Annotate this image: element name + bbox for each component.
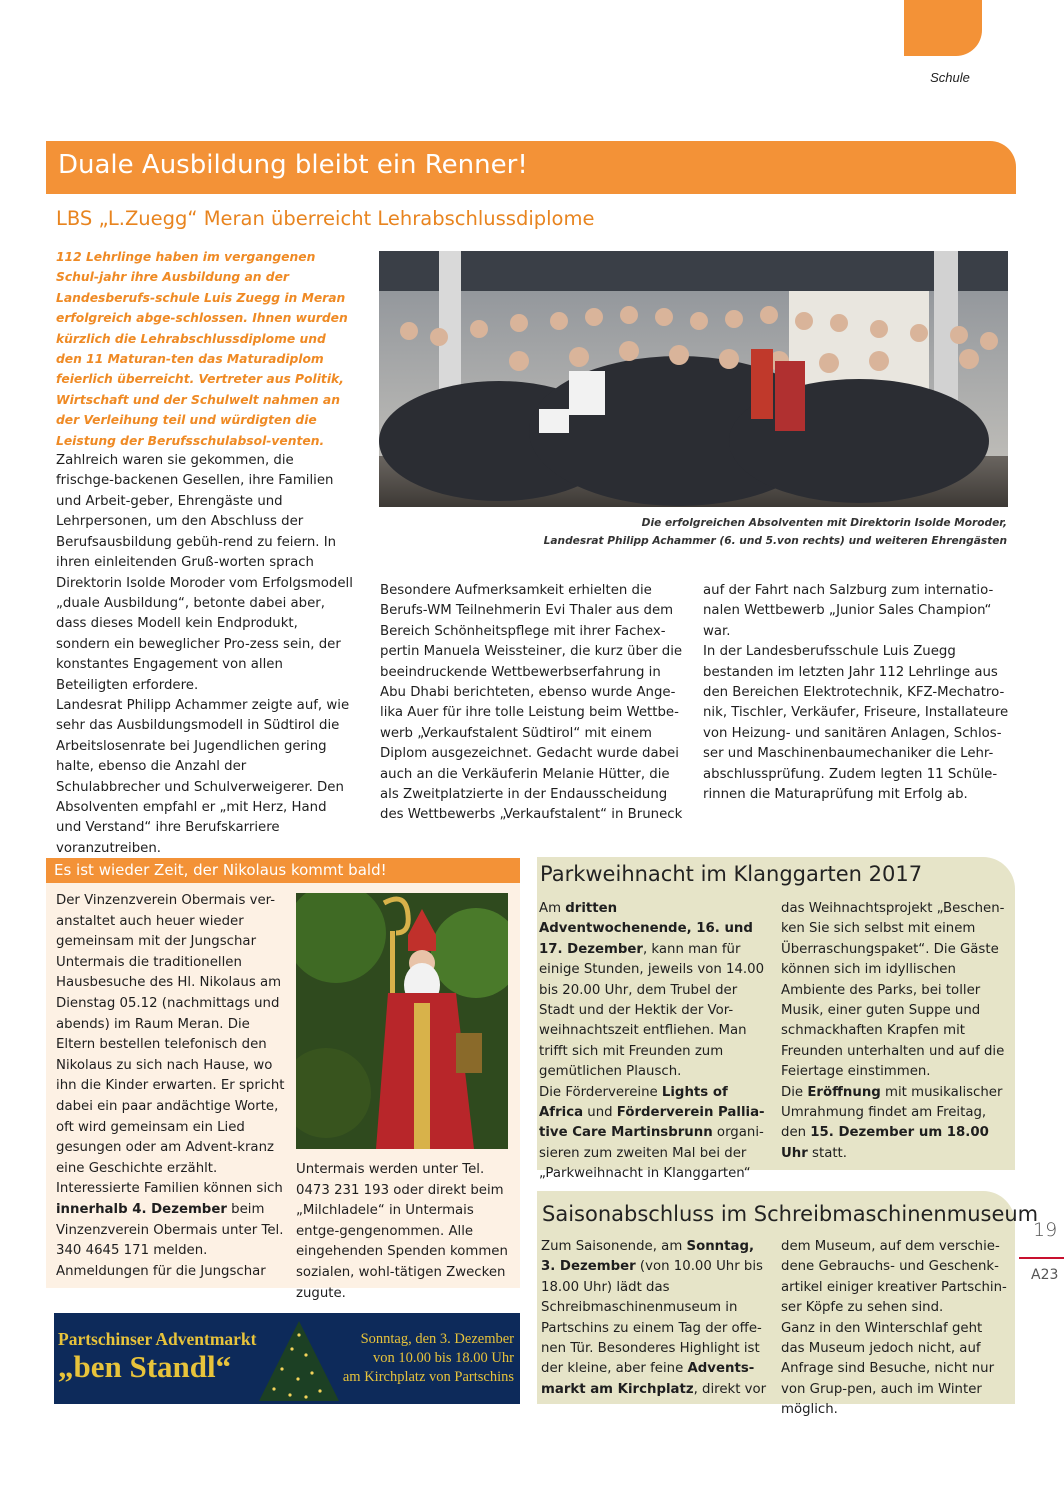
park-box <box>537 857 1015 1182</box>
article-column-2 <box>380 581 686 826</box>
article-lead: 112 Lehrlinge haben im vergangenen Schul-jahr ihre Ausbildung an der Landesberufs-schule Luis Zuegg in Meran erfolgreich abge-schlossen. Ihnen wurden kürzlich die Lehrabschlussdiplome und den 11 Maturan-ten das Maturadiplom feierlich überreicht. Vertreter aus Politik, Wirtschaft und der Schulwelt nahmen an der Verleihung teil und würdigten die Leistung der Berufsschulabsol-venten. <box>56 250 348 448</box>
park-column-1 <box>539 899 767 1185</box>
page-number: 19 <box>1033 1219 1058 1241</box>
museum-text: , direkt vor <box>693 1381 767 1397</box>
group-photo-image <box>379 251 1008 507</box>
museum-text: Zum Saisonende, am <box>541 1239 687 1254</box>
park-text: organi-sieren zum zweiten Mal bei der „Parkweihnacht in Klanggarten“ <box>539 1125 764 1182</box>
park-column-2 <box>781 899 1007 1164</box>
park-org-1: Lights of Africa <box>539 1084 728 1121</box>
museum-column-2 <box>781 1237 1007 1421</box>
park-text: statt. <box>807 1145 847 1161</box>
photo-caption <box>487 514 1007 550</box>
page-reference: A23 <box>1031 1267 1059 1283</box>
park-opening: Eröffnung <box>807 1084 881 1100</box>
museum-column-1 <box>541 1237 767 1400</box>
park-text: , kann man für einige Stunden, jeweils von 14.00 bis 20.00 Uhr, dem Trubel der Stadt und der Hektik der Vor-weihnachtszeit entfliehen. Man trifft sich mit Freunden zum gemütlichen Plausch. <box>539 941 765 1080</box>
museum-market: Advents-markt am Kirchplatz <box>541 1361 755 1397</box>
museum-text: dem Museum, auf dem verschie-dene Gebrauchs- und Geschenk-artikel einiger kreativer Partschin-ser Köpfe zu sehen sind. <box>781 1239 1007 1316</box>
ad-title-line-1: Partschinser Adventmarkt <box>58 1329 257 1349</box>
park-org-2: Förderverein Pallia-tive Care Martinsbrunn <box>539 1105 765 1141</box>
ad-date: Sonntag, den 3. Dezember <box>360 1331 514 1347</box>
park-dates: dritten Adventwochenende, 16. und 17. Dezember <box>539 901 753 957</box>
park-text: Am <box>539 901 566 916</box>
article-paragraph: Landesrat Philipp Achammer zeigte auf, wie sehr das Ausbildungsmodell in Südtirol die Arbeitslosenrate bei Jugendlichen gering halte, ebenso die Anzahl der Schulabbrecher und Schulverweigerer. Den Absolventen empfahl er „mit Herz, Hand und Verstand“ ihre Berufskarriere voranzutreiben. <box>56 697 350 856</box>
article-subtitle: LBS „L.Zuegg“ Meran überreicht Lehrabschlussdiplome <box>56 207 595 230</box>
group-photo <box>379 251 1008 507</box>
article-paragraph: Besondere Aufmerksamkeit erhielten die Berufs-WM Teilnehmerin Evi Thaler aus dem Bereich Schönheitspflege mit ihrer Fachex-pertin Manuela Weissteiner, die kurz über die beeindruckende Wettbewerbserfahrung in Abu Dhabi berichteten, ebenso wurde Ange-lika Auer für ihre tolle Leistung beim Wettbe-werb „Verkaufstalent Südtirol“ mit einem Diplom ausgezeichnet. Gedacht wurde dabei auch an die Verkäuferin Melanie Hütter, die als Zweitplatzierte in der Endausscheidung des Wettbewerbs „Verkaufstalent“ in Bruneck <box>380 583 683 823</box>
article-column-3 <box>703 581 1009 805</box>
museum-title: Saisonabschluss im Schreibmaschinenmuseum <box>542 1202 1039 1226</box>
museum-date: Sonntag, 3. Dezember <box>541 1239 755 1275</box>
nikolaus-photo-image <box>296 893 508 1149</box>
ad-title-line-2: „ben Standl“ <box>58 1349 232 1384</box>
museum-text: Ganz in den Winterschlaf geht das Museum jedoch nicht, auf Anfrage sind Besuche, nicht nur von Grup-pen, auch im Winter möglich. <box>781 1320 995 1418</box>
section-label: Schule <box>930 70 970 85</box>
nikolaus-text-part: beim Vinzenzverein Obermais unter Tel. 340 4645 171 melden. Anmeldungen für die Jungschar <box>56 1201 284 1279</box>
park-text: mit musikalischer Umrahmung findet am Freitag, den <box>781 1084 1003 1141</box>
nikolaus-text <box>56 891 288 1282</box>
article-paragraph: In der Landesberufsschule Luis Zuegg bestanden im letzten Jahr 112 Lehrlinge aus den Bereichen Elektrotechnik, KFZ-Mechatro-nik, Tischler, Verkäufer, Friseure, Installateure von Heizung- und sanitären Anlagen, Schlos-ser und Maschinenbaumechaniker die Lehr-abschlussprüfung. Zudem legten 11 Schüle-rinnen die Maturaprüfung mit Erfolg ab. <box>703 644 1009 803</box>
article-paragraph: auf der Fahrt nach Salzburg zum internatio-nalen Wettbewerb „Junior Sales Champion“ war. <box>703 583 994 639</box>
ad-place: am Kirchplatz von Partschins <box>342 1369 514 1385</box>
nikolaus-photo <box>296 893 508 1149</box>
park-title: Parkweihnacht im Klanggarten 2017 <box>540 862 923 886</box>
article-column-1 <box>56 247 354 859</box>
park-text: Die <box>781 1084 808 1100</box>
nikolaus-text-part: Der Vinzenzverein Obermais ver-anstaltet auch heuer wieder gemeinsam mit der Jungschar Untermais die traditionellen Hausbesuche des Hl. Nikolaus am Dienstag 05.12 (nachmittags und abends) im Raum Meran. Die Eltern bestellen telefonisch den Nikolaus zu sich nach Hause, wo ihn die Kinder erwarten. Er spricht dabei ein paar andächtige Worte, oft wird gemeinsam ein Lied gesungen oder am Advent-kranz eine Geschichte erzählt. Interessierte Familien können sich <box>56 893 285 1197</box>
nikolaus-text-2: Untermais werden unter Tel. 0473 231 193 oder direkt beim „Milchladele“ in Untermais entge-gengenommen. Alle eingehenden Spenden kommen sozialen, wohl-tätigen Zwecken zugute. <box>296 1162 508 1301</box>
advent-market-ad <box>54 1313 520 1404</box>
nikolaus-deadline: innerhalb 4. Dezember <box>56 1201 227 1217</box>
photo-caption-line: Landesrat Philipp Achammer (6. und 5.von rechts) und weiteren Ehrengästen <box>543 535 1007 547</box>
photo-caption-line: Die erfolgreichen Absolventen mit Direktorin Isolde Moroder, <box>641 517 1007 529</box>
section-tab <box>904 0 982 56</box>
page-divider <box>1019 1257 1064 1259</box>
museum-text: (von 10.00 Uhr bis 18.00 Uhr) lädt das Schreibmaschinenmuseum in Partschins zu einem Tag der offe-nen Tür. Besonderes Highlight ist der kleine, aber feine <box>541 1259 763 1377</box>
nikolaus-title: Es ist wieder Zeit, der Nikolaus kommt bald! <box>54 861 387 879</box>
park-text: Die Fördervereine <box>539 1084 662 1100</box>
park-text: und <box>583 1105 617 1121</box>
article-title: Duale Ausbildung bleibt ein Renner! <box>58 150 528 180</box>
park-text: das Weihnachtsprojekt „Beschen-ken Sie sich selbst mit einem Überraschungspaket“. Die Gäste können sich im idyllischen Ambiente des Parks, bei toller Musik, einer guten Suppe und schmackhaften Krapfen mit Freunden unterhalten und auf die Feiertage einstimmen. <box>781 901 1005 1080</box>
article-banner <box>46 141 1016 194</box>
article-paragraph: Zahlreich waren sie gekommen, die frischge-backenen Gesellen, ihre Familien und Arbeit-geber, Ehrengäste und Lehrpersonen, um den Abschluss der Berufsausbildung gebüh-rend zu feiern. In ihren einleitenden Gruß-worten sprach Direktorin Isolde Moroder vom Erfolgsmodell „duale Ausbildung“, betonte dabei aber, dass dieses Modell kein Endprodukt, sondern ein beweglicher Pro-zess sein, der konstantes Engagement von allen Beteiligten erfordere. <box>56 453 353 693</box>
museum-box <box>537 1191 1039 1418</box>
nikolaus-header <box>46 858 520 883</box>
park-opening-date: 15. Dezember um 18.00 Uhr <box>781 1125 989 1161</box>
ad-time: von 10.00 bis 18.00 Uhr <box>373 1350 514 1366</box>
nikolaus-box <box>46 858 520 1301</box>
